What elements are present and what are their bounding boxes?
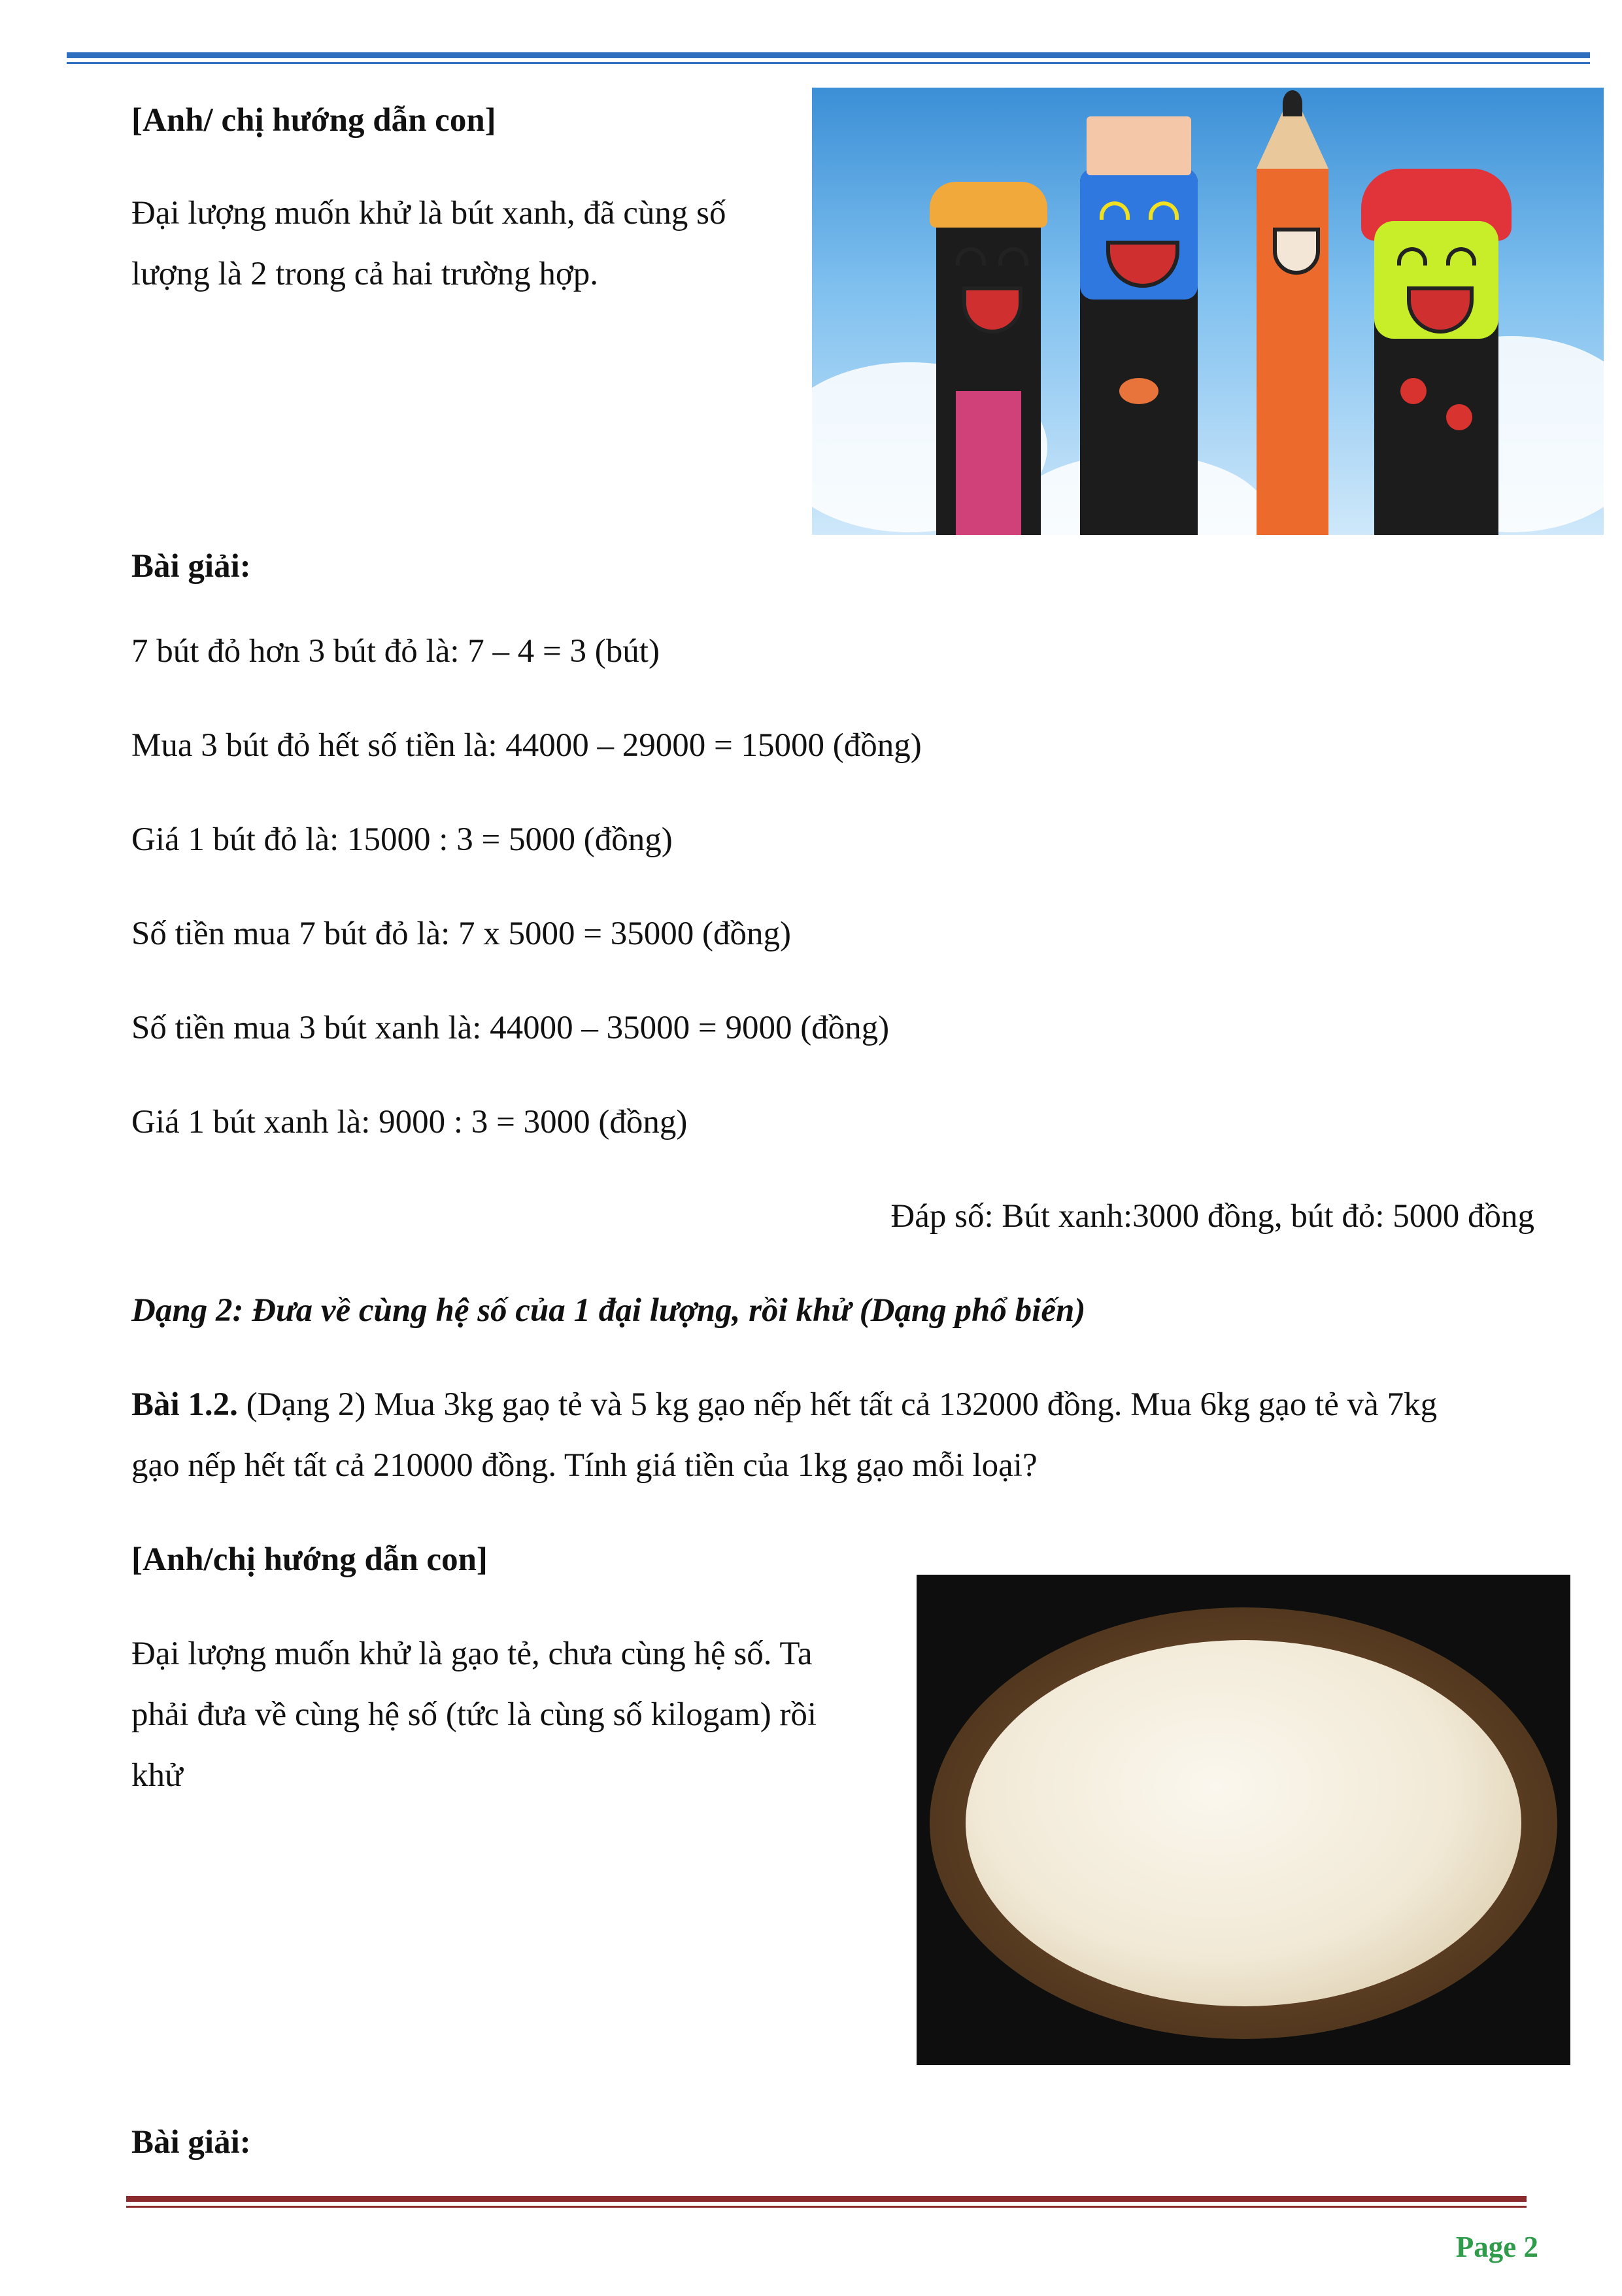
problem-text: (Dạng 2) Mua 3kg gaọ tẻ và 5 kg gạo nếp hết tất cả 132000 đồng. Mua 6kg gạo tẻ và 7kg (237, 1386, 1438, 1423)
clay-figures-image (812, 88, 1604, 535)
header-rule-thin (67, 62, 1590, 64)
solution-step: Giá 1 bút xanh là: 9000 : 3 = 3000 (đồng) (131, 1104, 688, 1140)
solution-step: Số tiền mua 3 bút xanh là: 44000 – 35000 = 9000 (đồng) (131, 1010, 890, 1046)
guide-text-line: phải đưa về cùng hệ số (tức là cùng số kilogam) rồi (131, 1696, 817, 1733)
guide-text-line: Đại lượng muốn khử là gạo tẻ, chưa cùng hệ số. Ta (131, 1636, 813, 1672)
solution-step: 7 bút đỏ hơn 3 bút đỏ là: 7 – 4 = 3 (bút) (131, 633, 660, 670)
rice-basket-image (917, 1575, 1570, 2065)
guide-text-line: Đại lượng muốn khử là bút xanh, đã cùng số (131, 195, 726, 231)
page-number: Page 2 (1455, 2231, 1538, 2263)
problem-text-line: gạo nếp hết tất cả 210000 đồng. Tính giá tiền của 1kg gạo mỗi loại? (131, 1447, 1038, 1484)
type-heading: Dạng 2: Đưa về cùng hệ số của 1 đại lượng, rồi khử (Dạng phổ biến) (131, 1292, 1086, 1329)
guide-heading: [Anh/ chị hướng dẫn con] (131, 102, 496, 139)
problem-label: Bài 1.2. (131, 1386, 238, 1423)
footer-rule-thin (126, 2206, 1527, 2208)
guide-text-line: khử (131, 1757, 183, 1794)
guide-heading: [Anh/chị hướng dẫn con] (131, 1541, 488, 1578)
problem-line (131, 1375, 1437, 1435)
header-rule (67, 52, 1590, 58)
solution-step: Số tiền mua 7 bút đỏ là: 7 x 5000 = 35000 (đồng) (131, 916, 792, 952)
guide-text-line: lượng là 2 trong cả hai trường hợp. (131, 256, 599, 292)
answer-line: Đáp số: Bút xanh:3000 đồng, bút đỏ: 5000 đồng (890, 1198, 1534, 1235)
footer-rule (126, 2196, 1527, 2202)
solution-heading: Bài giải: (131, 2124, 251, 2161)
solution-heading: Bài giải: (131, 548, 251, 585)
solution-step: Mua 3 bút đỏ hết số tiền là: 44000 – 29000 = 15000 (đồng) (131, 727, 922, 764)
solution-step: Giá 1 bút đỏ là: 15000 : 3 = 5000 (đồng) (131, 821, 673, 858)
